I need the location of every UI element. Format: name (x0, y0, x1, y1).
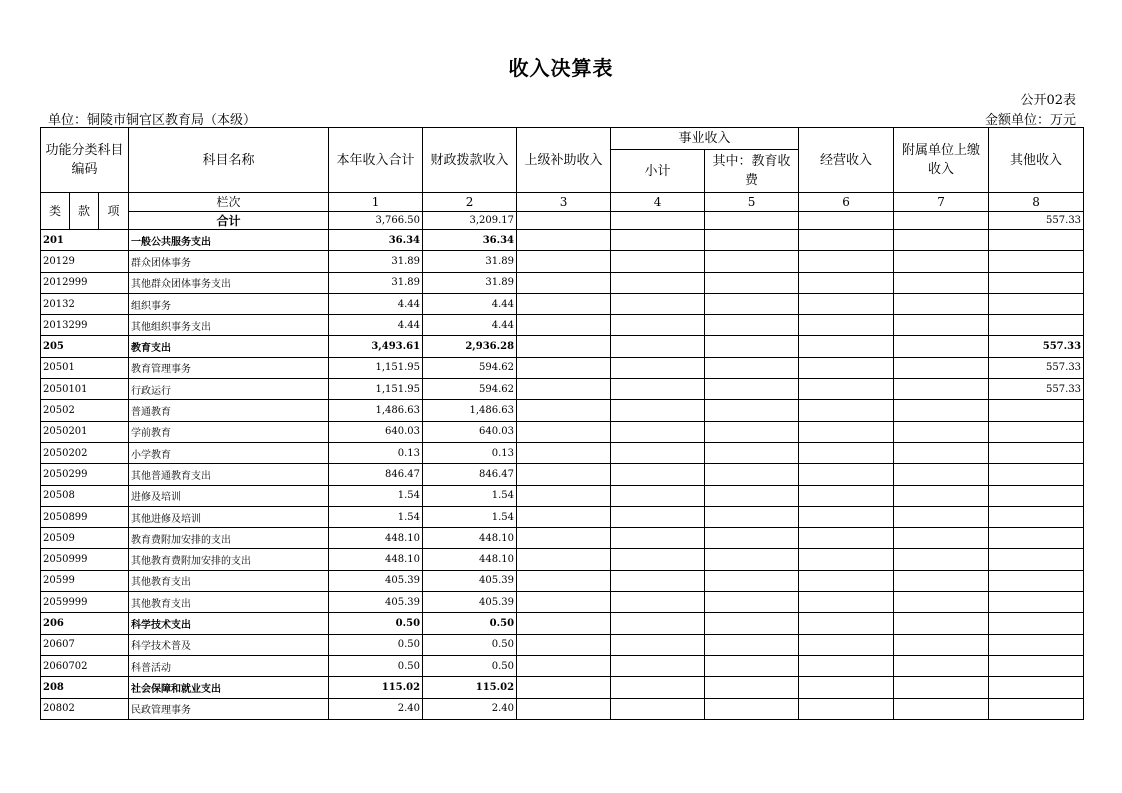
row-subject-name: 科普活动 (129, 655, 329, 676)
row-business (799, 485, 894, 506)
table-row (41, 421, 1084, 442)
row-fiscal: 594.62 (423, 357, 517, 378)
row-total-income: 846.47 (329, 464, 423, 485)
table-row (41, 485, 1084, 506)
row-affiliated (894, 464, 989, 485)
row-other (989, 549, 1084, 570)
row-fiscal: 4.44 (423, 293, 517, 314)
row-superior (517, 357, 611, 378)
row-superior (517, 549, 611, 570)
header-xiang: 项 (99, 193, 129, 230)
row-total-income: 2.40 (329, 698, 423, 719)
row-code: 2013299 (41, 315, 129, 336)
row-fiscal: 4.44 (423, 315, 517, 336)
row-affiliated (894, 698, 989, 719)
header-col-index-label: 栏次 (129, 193, 329, 212)
row-fiscal: 36.34 (423, 230, 517, 251)
row-total-income: 0.50 (329, 655, 423, 676)
row-business (799, 570, 894, 591)
row-total-income: 1,151.95 (329, 379, 423, 400)
row-fiscal: 1.54 (423, 506, 517, 527)
total-c5 (705, 212, 799, 230)
row-code: 201 (41, 230, 129, 251)
row-career-edu (705, 570, 799, 591)
row-code: 20508 (41, 485, 129, 506)
row-other (989, 634, 1084, 655)
row-business (799, 442, 894, 463)
row-career-subtotal (611, 357, 705, 378)
row-career-subtotal (611, 549, 705, 570)
row-business (799, 698, 894, 719)
row-business (799, 272, 894, 293)
row-business (799, 400, 894, 421)
row-affiliated (894, 549, 989, 570)
row-fiscal: 0.50 (423, 655, 517, 676)
row-career-edu (705, 528, 799, 549)
row-code: 20129 (41, 251, 129, 272)
row-fiscal: 31.89 (423, 272, 517, 293)
row-total-income: 1,151.95 (329, 357, 423, 378)
row-total-income: 0.50 (329, 613, 423, 634)
row-other (989, 677, 1084, 698)
row-subject-name: 小学教育 (129, 442, 329, 463)
table-row (41, 315, 1084, 336)
row-business (799, 634, 894, 655)
table-row (41, 592, 1084, 613)
row-affiliated (894, 293, 989, 314)
header-subject-name: 科目名称 (129, 128, 329, 193)
row-code: 2050202 (41, 442, 129, 463)
total-c3 (517, 212, 611, 230)
row-career-subtotal (611, 421, 705, 442)
row-total-income: 448.10 (329, 528, 423, 549)
table-row (41, 698, 1084, 719)
row-code: 20501 (41, 357, 129, 378)
row-career-edu (705, 613, 799, 634)
row-business (799, 613, 894, 634)
total-label: 合计 (129, 212, 329, 230)
header-business: 经营收入 (799, 128, 894, 193)
row-other (989, 400, 1084, 421)
header-func-code: 功能分类科目编码 (41, 128, 129, 193)
row-career-subtotal (611, 442, 705, 463)
row-total-income: 405.39 (329, 592, 423, 613)
row-superior (517, 528, 611, 549)
row-superior (517, 677, 611, 698)
row-other (989, 230, 1084, 251)
row-other (989, 293, 1084, 314)
row-other (989, 464, 1084, 485)
row-other: 557.33 (989, 357, 1084, 378)
row-career-subtotal (611, 506, 705, 527)
row-total-income: 1.54 (329, 485, 423, 506)
row-superior (517, 655, 611, 676)
row-superior (517, 613, 611, 634)
row-code: 206 (41, 613, 129, 634)
table-body (41, 230, 1084, 720)
row-code: 20509 (41, 528, 129, 549)
row-business (799, 464, 894, 485)
table-row (41, 464, 1084, 485)
row-subject-name: 民政管理事务 (129, 698, 329, 719)
row-fiscal: 640.03 (423, 421, 517, 442)
row-subject-name: 群众团体事务 (129, 251, 329, 272)
row-business (799, 421, 894, 442)
row-career-subtotal (611, 485, 705, 506)
row-career-edu (705, 506, 799, 527)
row-career-edu (705, 421, 799, 442)
col-number: 4 (611, 193, 705, 212)
header-lei: 类 (41, 193, 70, 230)
row-business (799, 592, 894, 613)
row-subject-name: 教育费附加安排的支出 (129, 528, 329, 549)
row-subject-name: 教育支出 (129, 336, 329, 357)
row-career-subtotal (611, 336, 705, 357)
row-other (989, 421, 1084, 442)
row-affiliated (894, 677, 989, 698)
row-career-edu (705, 485, 799, 506)
header-affiliated: 附属单位上缴收入 (894, 128, 989, 193)
row-business (799, 549, 894, 570)
row-code: 2050201 (41, 421, 129, 442)
reporting-unit: 单位：铜陵市铜官区教育局（本级） (48, 113, 257, 128)
row-code: 208 (41, 677, 129, 698)
row-career-edu (705, 315, 799, 336)
row-other (989, 528, 1084, 549)
row-subject-name: 科学技术支出 (129, 613, 329, 634)
row-career-subtotal (611, 655, 705, 676)
row-fiscal: 2,936.28 (423, 336, 517, 357)
row-other (989, 251, 1084, 272)
row-other (989, 506, 1084, 527)
row-superior (517, 315, 611, 336)
col-number: 1 (329, 193, 423, 212)
row-career-edu (705, 549, 799, 570)
row-superior (517, 272, 611, 293)
col-number: 2 (423, 193, 517, 212)
total-c7 (894, 212, 989, 230)
row-other (989, 485, 1084, 506)
row-superior (517, 400, 611, 421)
row-superior (517, 379, 611, 400)
row-career-subtotal (611, 570, 705, 591)
row-career-subtotal (611, 613, 705, 634)
row-subject-name: 普通教育 (129, 400, 329, 421)
total-c8: 557.33 (989, 212, 1084, 230)
row-business (799, 677, 894, 698)
row-affiliated (894, 357, 989, 378)
row-total-income: 36.34 (329, 230, 423, 251)
row-career-edu (705, 464, 799, 485)
header-career: 事业收入 (611, 128, 799, 150)
row-subject-name: 进修及培训 (129, 485, 329, 506)
header-other: 其他收入 (989, 128, 1084, 193)
row-career-edu (705, 698, 799, 719)
row-total-income: 405.39 (329, 570, 423, 591)
form-number: 公开02表 (1020, 93, 1076, 108)
row-career-subtotal (611, 272, 705, 293)
row-affiliated (894, 655, 989, 676)
row-career-subtotal (611, 379, 705, 400)
row-career-edu (705, 655, 799, 676)
income-statement-table (40, 127, 1084, 720)
row-total-income: 115.02 (329, 677, 423, 698)
header-superior: 上级补助收入 (517, 128, 611, 193)
table-row (41, 379, 1084, 400)
table-row (41, 272, 1084, 293)
row-career-edu (705, 677, 799, 698)
row-total-income: 31.89 (329, 272, 423, 293)
row-subject-name: 组织事务 (129, 293, 329, 314)
row-code: 20502 (41, 400, 129, 421)
row-business (799, 357, 894, 378)
row-superior (517, 506, 611, 527)
row-affiliated (894, 251, 989, 272)
row-superior (517, 464, 611, 485)
header-career-edu: 其中：教育收费 (705, 150, 799, 193)
row-fiscal: 448.10 (423, 549, 517, 570)
row-total-income: 3,493.61 (329, 336, 423, 357)
row-other (989, 272, 1084, 293)
row-other (989, 698, 1084, 719)
row-subject-name: 学前教育 (129, 421, 329, 442)
row-affiliated (894, 272, 989, 293)
row-other (989, 613, 1084, 634)
row-fiscal: 405.39 (423, 570, 517, 591)
row-code: 2050299 (41, 464, 129, 485)
row-total-income: 448.10 (329, 549, 423, 570)
row-career-edu (705, 400, 799, 421)
row-other: 557.33 (989, 336, 1084, 357)
row-other: 557.33 (989, 379, 1084, 400)
row-total-income: 4.44 (329, 315, 423, 336)
row-business (799, 655, 894, 676)
row-code: 2050101 (41, 379, 129, 400)
table-row (41, 570, 1084, 591)
row-fiscal: 0.50 (423, 613, 517, 634)
row-fiscal: 846.47 (423, 464, 517, 485)
page-title: 收入决算表 (508, 56, 614, 80)
table-row (41, 400, 1084, 421)
row-affiliated (894, 613, 989, 634)
row-subject-name: 其他教育费附加安排的支出 (129, 549, 329, 570)
table-row (41, 251, 1084, 272)
header-fiscal: 财政拨款收入 (423, 128, 517, 193)
row-affiliated (894, 570, 989, 591)
col-number: 3 (517, 193, 611, 212)
row-fiscal: 0.50 (423, 634, 517, 655)
table-row (41, 442, 1084, 463)
row-business (799, 251, 894, 272)
row-career-subtotal (611, 230, 705, 251)
row-career-edu (705, 251, 799, 272)
row-business (799, 230, 894, 251)
row-affiliated (894, 485, 989, 506)
row-superior (517, 570, 611, 591)
row-affiliated (894, 442, 989, 463)
row-code: 2059999 (41, 592, 129, 613)
row-career-edu (705, 379, 799, 400)
row-code: 20599 (41, 570, 129, 591)
row-affiliated (894, 336, 989, 357)
row-career-subtotal (611, 677, 705, 698)
row-career-subtotal (611, 634, 705, 655)
row-subject-name: 教育管理事务 (129, 357, 329, 378)
row-subject-name: 行政运行 (129, 379, 329, 400)
row-other (989, 570, 1084, 591)
row-fiscal: 0.13 (423, 442, 517, 463)
header-total-income: 本年收入合计 (329, 128, 423, 193)
row-superior (517, 442, 611, 463)
row-career-edu (705, 336, 799, 357)
table-row (41, 230, 1084, 251)
row-total-income: 31.89 (329, 251, 423, 272)
table-row (41, 357, 1084, 378)
row-career-edu (705, 592, 799, 613)
table-row (41, 293, 1084, 314)
row-other (989, 592, 1084, 613)
row-superior (517, 336, 611, 357)
row-other (989, 442, 1084, 463)
row-career-edu (705, 357, 799, 378)
row-career-edu (705, 293, 799, 314)
row-fiscal: 2.40 (423, 698, 517, 719)
row-superior (517, 698, 611, 719)
row-total-income: 4.44 (329, 293, 423, 314)
row-career-edu (705, 634, 799, 655)
row-fiscal: 448.10 (423, 528, 517, 549)
row-total-income: 0.13 (329, 442, 423, 463)
col-number: 6 (799, 193, 894, 212)
row-superior (517, 230, 611, 251)
total-c2: 3,209.17 (423, 212, 517, 230)
row-subject-name: 其他教育支出 (129, 592, 329, 613)
row-total-income: 640.03 (329, 421, 423, 442)
row-affiliated (894, 400, 989, 421)
row-business (799, 528, 894, 549)
row-business (799, 379, 894, 400)
row-business (799, 293, 894, 314)
row-business (799, 315, 894, 336)
col-number: 5 (705, 193, 799, 212)
row-affiliated (894, 634, 989, 655)
row-affiliated (894, 379, 989, 400)
money-unit: 金额单位：万元 (984, 113, 1076, 128)
row-fiscal: 115.02 (423, 677, 517, 698)
header-kuan: 款 (70, 193, 99, 230)
row-career-edu (705, 442, 799, 463)
row-career-subtotal (611, 592, 705, 613)
row-career-subtotal (611, 251, 705, 272)
row-affiliated (894, 592, 989, 613)
header-career-subtotal: 小计 (611, 150, 705, 193)
row-total-income: 1.54 (329, 506, 423, 527)
row-code: 2050999 (41, 549, 129, 570)
row-superior (517, 634, 611, 655)
table-row (41, 677, 1084, 698)
row-superior (517, 421, 611, 442)
row-career-subtotal (611, 528, 705, 549)
row-subject-name: 其他普通教育支出 (129, 464, 329, 485)
table-row (41, 549, 1084, 570)
row-business (799, 336, 894, 357)
row-career-subtotal (611, 293, 705, 314)
row-affiliated (894, 315, 989, 336)
row-code: 205 (41, 336, 129, 357)
table-row (41, 336, 1084, 357)
total-c6 (799, 212, 894, 230)
table-row (41, 506, 1084, 527)
row-business (799, 506, 894, 527)
row-other (989, 655, 1084, 676)
row-total-income: 0.50 (329, 634, 423, 655)
row-career-subtotal (611, 464, 705, 485)
table-row (41, 528, 1084, 549)
row-code: 2012999 (41, 272, 129, 293)
row-subject-name: 一般公共服务支出 (129, 230, 329, 251)
row-subject-name: 科学技术普及 (129, 634, 329, 655)
row-career-edu (705, 230, 799, 251)
row-superior (517, 293, 611, 314)
total-c4 (611, 212, 705, 230)
row-affiliated (894, 421, 989, 442)
row-career-subtotal (611, 698, 705, 719)
row-career-subtotal (611, 400, 705, 421)
row-affiliated (894, 528, 989, 549)
col-number: 8 (989, 193, 1084, 212)
row-fiscal: 1.54 (423, 485, 517, 506)
row-code: 20607 (41, 634, 129, 655)
row-fiscal: 405.39 (423, 592, 517, 613)
row-subject-name: 社会保障和就业支出 (129, 677, 329, 698)
row-career-edu (705, 272, 799, 293)
row-superior (517, 251, 611, 272)
row-fiscal: 31.89 (423, 251, 517, 272)
row-fiscal: 1,486.63 (423, 400, 517, 421)
row-affiliated (894, 230, 989, 251)
row-subject-name: 其他群众团体事务支出 (129, 272, 329, 293)
row-fiscal: 594.62 (423, 379, 517, 400)
row-superior (517, 592, 611, 613)
row-subject-name: 其他组织事务支出 (129, 315, 329, 336)
row-subject-name: 其他教育支出 (129, 570, 329, 591)
row-code: 2050899 (41, 506, 129, 527)
table-row (41, 655, 1084, 676)
row-total-income: 1,486.63 (329, 400, 423, 421)
row-subject-name: 其他进修及培训 (129, 506, 329, 527)
row-code: 20802 (41, 698, 129, 719)
row-code: 20132 (41, 293, 129, 314)
row-superior (517, 485, 611, 506)
col-number: 7 (894, 193, 989, 212)
row-code: 2060702 (41, 655, 129, 676)
row-affiliated (894, 506, 989, 527)
row-other (989, 315, 1084, 336)
table-row (41, 613, 1084, 634)
total-c1: 3,766.50 (329, 212, 423, 230)
table-row (41, 634, 1084, 655)
row-career-subtotal (611, 315, 705, 336)
